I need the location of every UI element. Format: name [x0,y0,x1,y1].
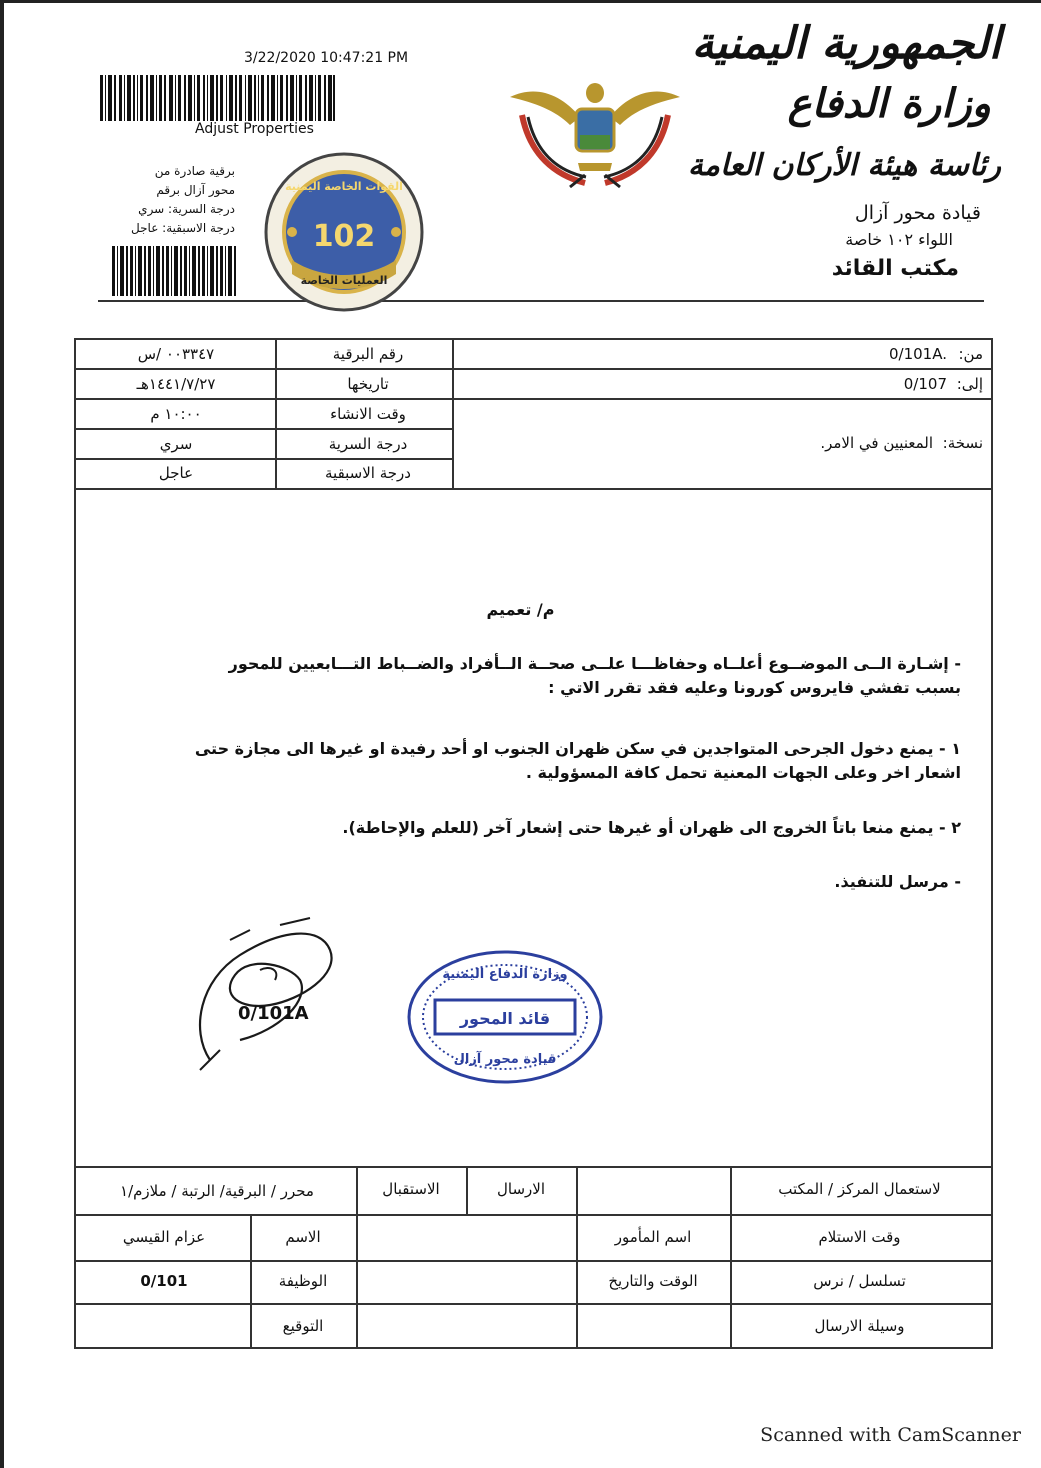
signature-reference: 0/101A [238,1003,309,1024]
meta-row-line [76,428,454,430]
stamp-center-text: قائد المحور [459,1009,551,1028]
meta-row-line [76,368,454,370]
routing-row-line [76,1214,991,1216]
seal-top-text: القوات الخاصة اليمنية [285,180,403,193]
meta-row-line [452,398,991,400]
meta-row-line [76,458,454,460]
name-label: الاسم [285,1228,321,1246]
barcode-icon [100,75,335,121]
copy-label: نسخة: [942,434,983,452]
sign-label: التوقيع [282,1317,324,1335]
handwritten-signature-icon [180,910,370,1080]
slip-info [131,162,235,238]
meta-label: رقم البرقية [332,345,404,363]
writer-header: محرر / البرقية/ الرتبة / ملازم/١ [120,1182,314,1200]
meta-divider [275,340,277,488]
officer-label: اسم المأمور [614,1228,692,1246]
slip-line: محور آزال برقم [156,183,235,197]
center-use-header: لاستعمال المركز / المكتب [778,1180,941,1198]
job-label: الوظيفة [278,1272,328,1290]
seal-number: 102 [312,219,376,254]
item-2: ٢ - يمنع منعا باتاً الخروج الى ظهران أو غيرها حتى إشعار آخر (للعلم والإحاطة). [342,818,961,837]
send-means-label: وسيلة الارسال [814,1317,905,1335]
meta-label: درجة الاسبقية [325,464,411,482]
meta-value: ٠٠٣٣٤٧ /س [137,345,215,363]
name-value: عزام القيسي [122,1228,206,1246]
meta-row-line [452,368,991,370]
official-stamp-icon [405,948,605,1086]
serial-label: تسلسل / نرس [813,1272,906,1290]
barcode-small-icon [112,246,236,296]
header-office: مكتب القائد [831,256,959,281]
header-divider [98,300,984,302]
meta-row-line [76,398,454,400]
header-staff: رئاسة هيئة الأركان العامة [687,148,1001,183]
copy-value: المعنيين في الامر. [820,434,933,452]
meta-value: ١٤٤١/٧/٢٧هـ [136,375,216,393]
routing-table [74,1166,993,1349]
routing-row-line [76,1303,991,1305]
datetime-label: الوقت والتاريخ [608,1272,698,1290]
adjust-properties-label: Adjust Properties [195,121,314,137]
meta-label: درجة السرية [328,435,408,453]
message-meta-table [74,338,993,490]
meta-value: ١٠:٠٠ م [150,405,202,423]
slip-line: برقية صادرة من [154,164,235,178]
closing-line: - مرسل للتنفيذ. [834,872,961,891]
to-value: 0/107 [903,375,947,393]
timestamp: 3/22/2020 10:47:21 PM [244,50,409,66]
item-1: ١ - يمنع دخول الجرحى المتواجدين في سكن ظهران الجنوب او أحد رفيدة او غيرها الى مجازة حتى اشعار اخر وعلى الجهات المعنية تحمل كافة المسؤولية . [194,739,961,782]
routing-col-line [576,1168,578,1347]
stamp-bottom-text: قيادة محور آزال [453,1052,557,1067]
header-ministry: وزارة الدفاع [787,80,991,127]
brigade-102-seal-icon [262,150,427,315]
from-value: 0/101A. [889,345,947,363]
meta-label: وقت الانشاء [330,405,406,423]
reception-header: الاستقبال [382,1180,440,1198]
intro-paragraph: - إشـارة الــى الموضــوع أعلــاه وحفاظـــا علــى صحــة الــأفراد والضــباط التـــابعيين للمحور بسبب تفشي فايروس كورونا وعليه فقد تقرر الاتي : [228,654,961,697]
meta-value: عاجل [158,464,194,482]
to-label: إلى: [956,375,983,393]
header-command: قيادة محور آزال [854,202,981,224]
subject: م/ تعميم [486,600,555,619]
header-republic: الجمهورية اليمنية [691,18,1001,69]
meta-value: سري [159,435,193,453]
slip-line: درجة السرية: سري [138,202,235,216]
sending-header: الارسال [496,1180,545,1198]
job-value: 0/101 [140,1272,188,1290]
eagle-emblem-icon [500,75,690,190]
seal-bottom-text: العمليات الخاصة [300,274,388,287]
header-brigade: اللواء ١٠٢ خاصة [845,230,953,249]
receive-time-label: وقت الاستلام [818,1228,901,1246]
routing-row-line [76,1260,991,1262]
slip-line: درجة الاسبقية: عاجل [131,221,235,235]
from-label: من: [958,345,983,363]
meta-divider [452,340,454,488]
meta-label: تاريخها [347,375,389,393]
stamp-ring-text: وزارة الدفاع اليمنية [442,967,568,982]
camscanner-watermark: Scanned with CamScanner [760,1424,1021,1446]
